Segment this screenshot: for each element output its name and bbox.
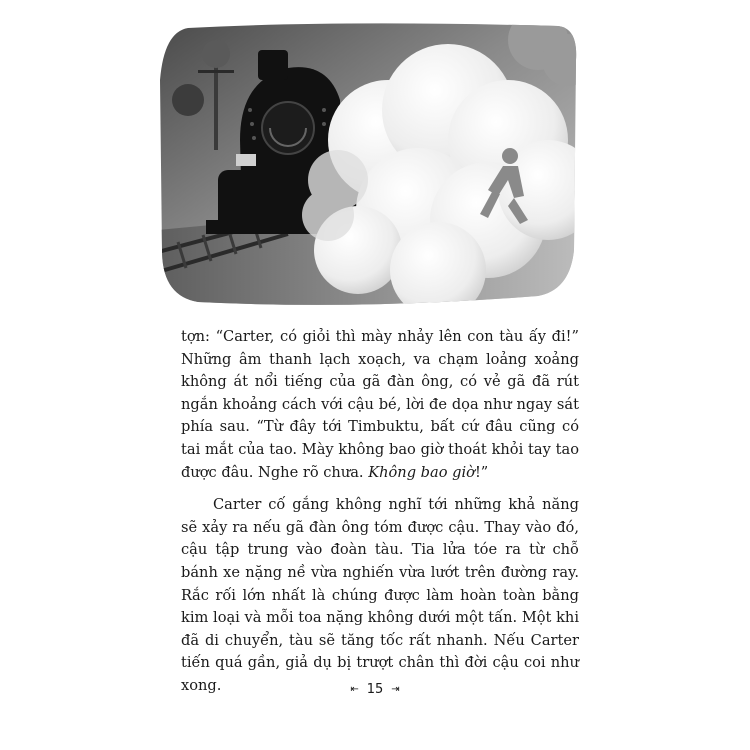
story-text	[181, 326, 579, 698]
paragraph-1	[181, 326, 579, 484]
paragraph-1-emphasis: Không bao giờ	[368, 463, 475, 481]
left-ornament-icon: ⇤	[350, 684, 359, 695]
page-footer	[0, 682, 750, 697]
right-ornament-icon: ⇥	[391, 684, 400, 695]
page-number: 15	[366, 682, 384, 697]
paragraph-1-end: !”	[474, 463, 489, 481]
paragraph-1-text: tợn: “Carter, có giỏi thì mày nhảy lên con tàu ấy đi!” Những âm thanh lạch xoạch, va chạm loảng xoảng không át nổi tiếng của gã đàn ông, có vẻ gã đã rút ngắn khoảng cách với cậu bé, lời đe dọa như ngay sát phía sau. “Từ đây tới Timbuktu, bất cứ đâu cũng có tai mắt của tao. Mày không bao giờ thoát khỏi tay tao được đâu. Nghe rõ chưa.	[181, 328, 579, 481]
train-illustration	[158, 20, 582, 308]
paragraph-2: Carter cố gắng không nghĩ tới những khả năng sẽ xảy ra nếu gã đàn ông tóm được cậu. Thay vào đó, cậu tập trung vào đoàn tàu. Tia lửa tóe ra từ chỗ bánh xe nặng nề vừa nghiến vừa lướt trên đường ray. Rắc rối lớn nhất là chúng được làm hoàn toàn bằng kim loại và mỗi toa nặng không dưới một tấn. Một khi đã di chuyển, tàu sẽ tăng tốc rất nhanh. Nếu Carter tiến quá gần, giả dụ bị trượt chân thì đời cậu coi như xong.	[181, 496, 579, 694]
